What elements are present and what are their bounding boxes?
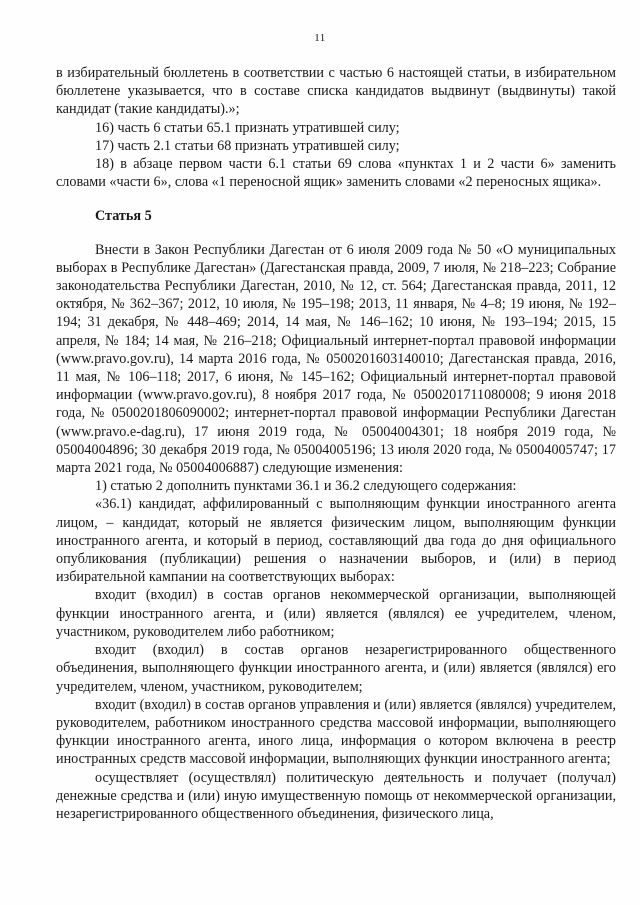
page-number: 11 (314, 32, 326, 44)
paragraph-item-16: 16) часть 6 статьи 65.1 признать утратившей силу; (95, 119, 400, 136)
paragraph-item-1: 1) статью 2 дополнить пунктами 36.1 и 36.2 следующего содержания: (95, 478, 517, 495)
paragraph-condition-nko: входит (входил) в состав органов некоммерческой организации, выполняющей функции иностранного агента, и (или) является (являлся) ее учредителем, членом, участником, руководителем либо работником; (56, 587, 616, 640)
paragraph-continuation: в избирательный бюллетень в соответствии с частью 6 настоящей статьи, в избирательном бюллетене указывается, что в составе списка кандидатов выдвинут (выдвинуты) такой кандидат (такие кандидаты).»; (56, 65, 616, 118)
paragraph-condition-media: входит (входил) в состав органов управления и (или) является (являлся) учредителем, руководителем, работником иностранного средства массовой информации, выполняющего функции иностранного агента, иного лица, информация о котором включена в реестр иностранных средств массовой информации, выполняющих функции иностранного агента; (56, 696, 616, 768)
article-heading: Статья 5 (95, 208, 152, 225)
paragraph-definition-36-1: «36.1) кандидат, аффилированный с выполняющим функции иностранного агента лицом, – кандидат, который не является физическим лицом, выполняющим функции иностранного агента, и который в период, составляющий два года до дня официального опубликования (публикации) решения о назначении выборов, и (или) в период избирательной кампании на соответствующих выборах: (56, 496, 616, 586)
paragraph-article-intro: Внести в Закон Республики Дагестан от 6 июля 2009 года № 50 «О муниципальных выборах в Республике Дагестан» (Дагестанская правда, 2009, 7 июля, № 218–223; Собрание законодательства Республики Дагестан, 2010, № 12, ст. 564; Дагестанская правда, 2011, 12 октября, № 362–367; 2012, 10 июля, № 195–198; 2013, 11 января, № 4–8; 19 июня, № 192–194; 31 декабря, № 448–469; 2014, 14 мая, № 146–162; 10 июня, № 193–194; 2015, 15 апреля, № 184; 14 мая, № 216–218; Официальный интернет-портал правовой информации (www.pravo.gov.ru), 14 марта 2016 года, № 0500201603140010; Дагестанская правда, 2016, 11 мая, № 106–118; 2017, 6 июня, № 145–162; Официальный интернет-портал правовой информации (www.pravo.gov.ru), 8 ноября 2017 года, № 0500201711080008; 9 июня 2018 года, № 0500201806090002; интернет-портал правовой информации Республики Дагестан (www.pravo.e-dag.ru), 17 июня 2019 года, № 05004004301; 18 ноября 2019 года, № 05004004896; 30 декабря 2019 года, № 05004005196; 13 июля 2020 года, № 05004005747; 17 марта 2021 года, № 05004006887) следующие изменения: (56, 241, 616, 477)
paragraph-item-18: 18) в абзаце первом части 6.1 статьи 69 слова «пунктах 1 и 2 части 6» заменить словами «части 6», слова «1 переносной ящик» заменить словами «2 переносных ящика». (56, 156, 616, 191)
document-body (56, 64, 616, 823)
paragraph-condition-political: осуществляет (осуществлял) политическую деятельность и получает (получал) денежные средства и (или) иную имущественную помощь от некоммерческой организации, незарегистрированного общественного объединения, физического лица, (56, 769, 616, 822)
paragraph-condition-association: входит (входил) в состав органов незарегистрированного общественного объединения, выполняющего функции иностранного агента, и (или) является (являлся) его учредителем, членом, участником, руководителем; (56, 642, 616, 695)
paragraph-item-17: 17) часть 2.1 статьи 68 признать утратившей силу; (95, 137, 400, 154)
